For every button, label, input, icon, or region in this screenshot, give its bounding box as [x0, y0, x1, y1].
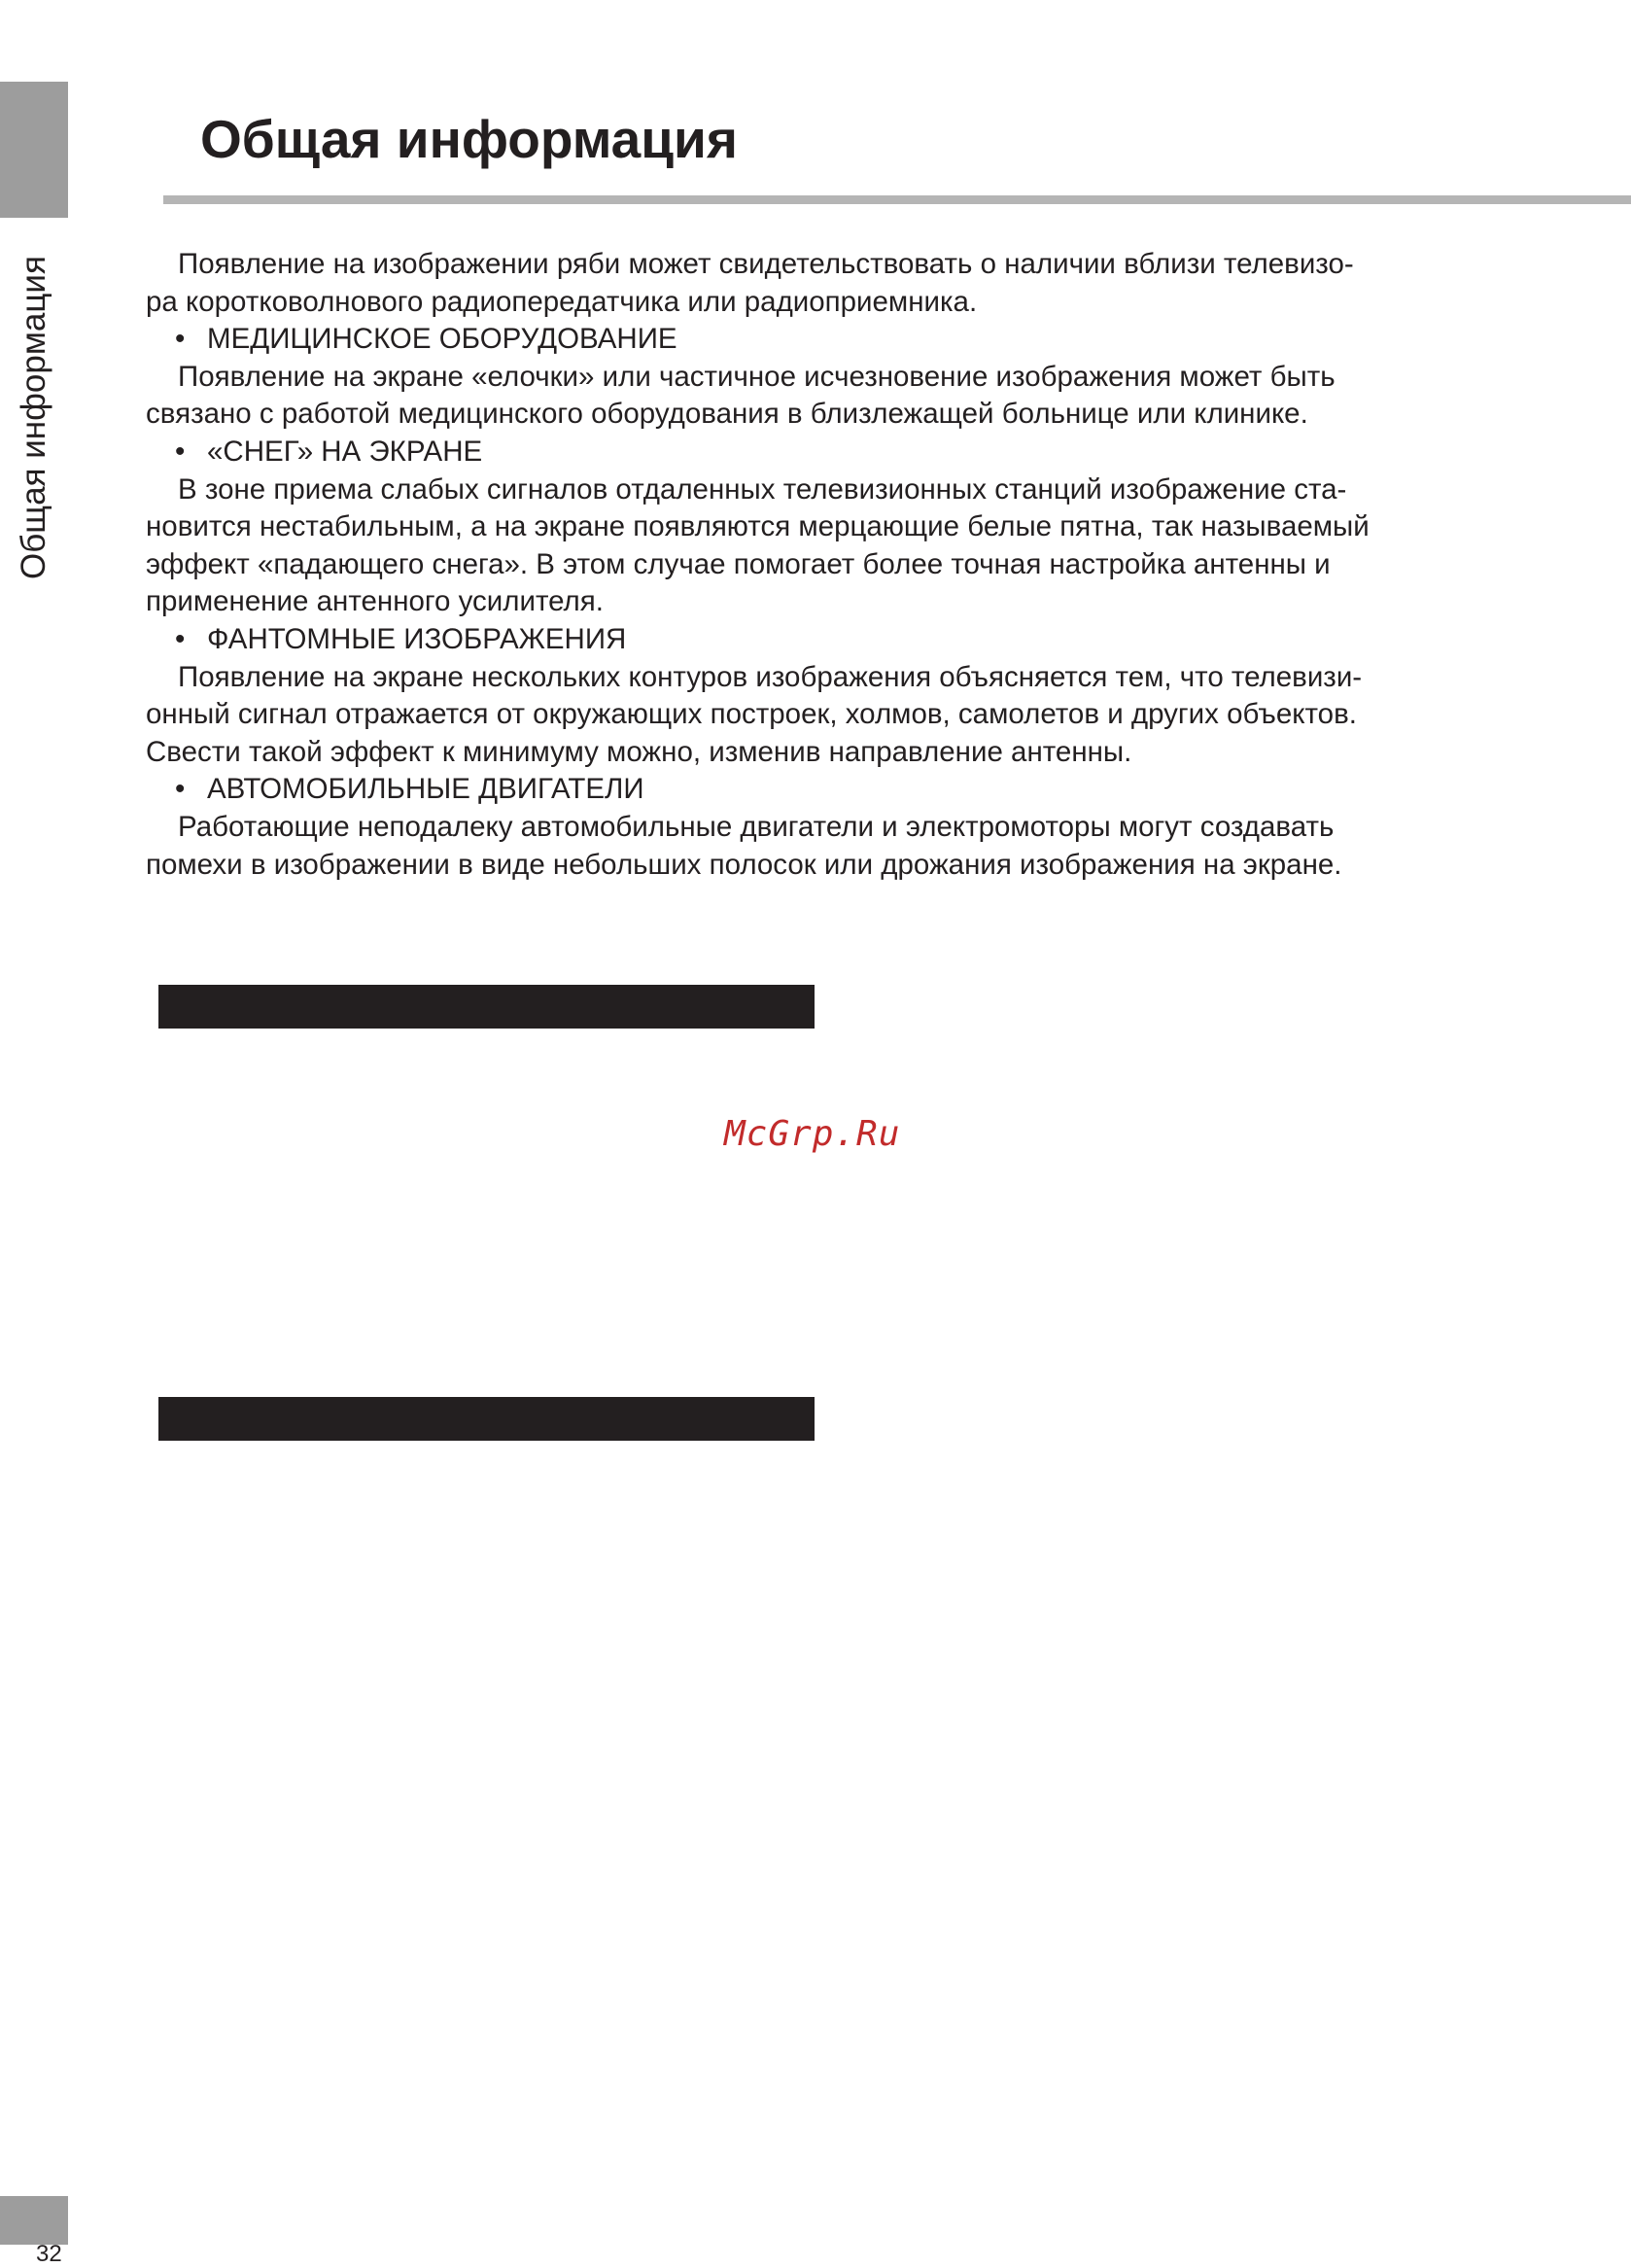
side-section-title: Общая информация [15, 256, 52, 580]
body-text [146, 246, 1507, 884]
text-line: В зоне приема слабых сигналов отдаленных телевизионных станций изображение ста- [178, 472, 1347, 506]
bullet-icon: • [175, 435, 186, 468]
bullet-icon: • [175, 773, 186, 806]
text-line: связано с работой медицинского оборудования в близлежащей больнице или клинике. [146, 398, 1308, 431]
bullet-heading [146, 434, 1507, 471]
bullet-heading [146, 771, 1507, 809]
text-line: новится нестабильным, а на экране появляются мерцающие белые пятна, так называемый [146, 510, 1370, 543]
bullet-heading-text: АВТОМОБИЛЬНЫЕ ДВИГАТЕЛИ [207, 773, 644, 806]
text-line: Свести такой эффект к минимуму можно, изменив направление антенны. [146, 735, 1132, 768]
section-bar [158, 1397, 815, 1441]
page-title: Общая информация [200, 109, 738, 169]
page-number: 32 [36, 2241, 62, 2267]
text-line: Появление на экране нескольких контуров изображения объясняется тем, что телевизи- [178, 660, 1363, 693]
bullet-heading-text: ФАНТОМНЫЕ ИЗОБРАЖЕНИЯ [207, 622, 627, 655]
side-tab-marker [0, 82, 68, 218]
text-line: онный сигнал отражается от окружающих построек, холмов, самолетов и других объектов. [146, 698, 1357, 731]
bullet-heading [146, 621, 1507, 659]
text-line: помехи в изображении в виде небольших полосок или дрожания изображения на экране. [146, 848, 1342, 881]
bullet-heading-text: «СНЕГ» НА ЭКРАНЕ [207, 435, 483, 468]
bullet-heading-text: МЕДИЦИНСКОЕ ОБОРУДОВАНИЕ [207, 323, 677, 356]
watermark: McGrp.Ru [724, 1114, 901, 1154]
text-line: Появление на экране «елочки» или частичное исчезновение изображения может быть [178, 360, 1336, 393]
section-bar [158, 985, 815, 1029]
title-rule [163, 195, 1631, 204]
bullet-icon: • [175, 323, 186, 356]
text-line: Появление на изображении ряби может свидетельствовать о наличии вблизи телевизо- [178, 248, 1354, 280]
page-tab-marker [0, 2196, 68, 2245]
text-line: Работающие неподалеку автомобильные двигатели и электромоторы могут создавать [178, 810, 1335, 843]
text-line: применение антенного усилителя. [146, 585, 604, 618]
text-line: ра коротковолнового радиопередатчика или радиоприемника. [146, 285, 978, 318]
bullet-heading [146, 321, 1507, 359]
bullet-icon: • [175, 622, 186, 655]
text-line: эффект «падающего снега». В этом случае помогает более точная настройка антенны и [146, 547, 1331, 580]
